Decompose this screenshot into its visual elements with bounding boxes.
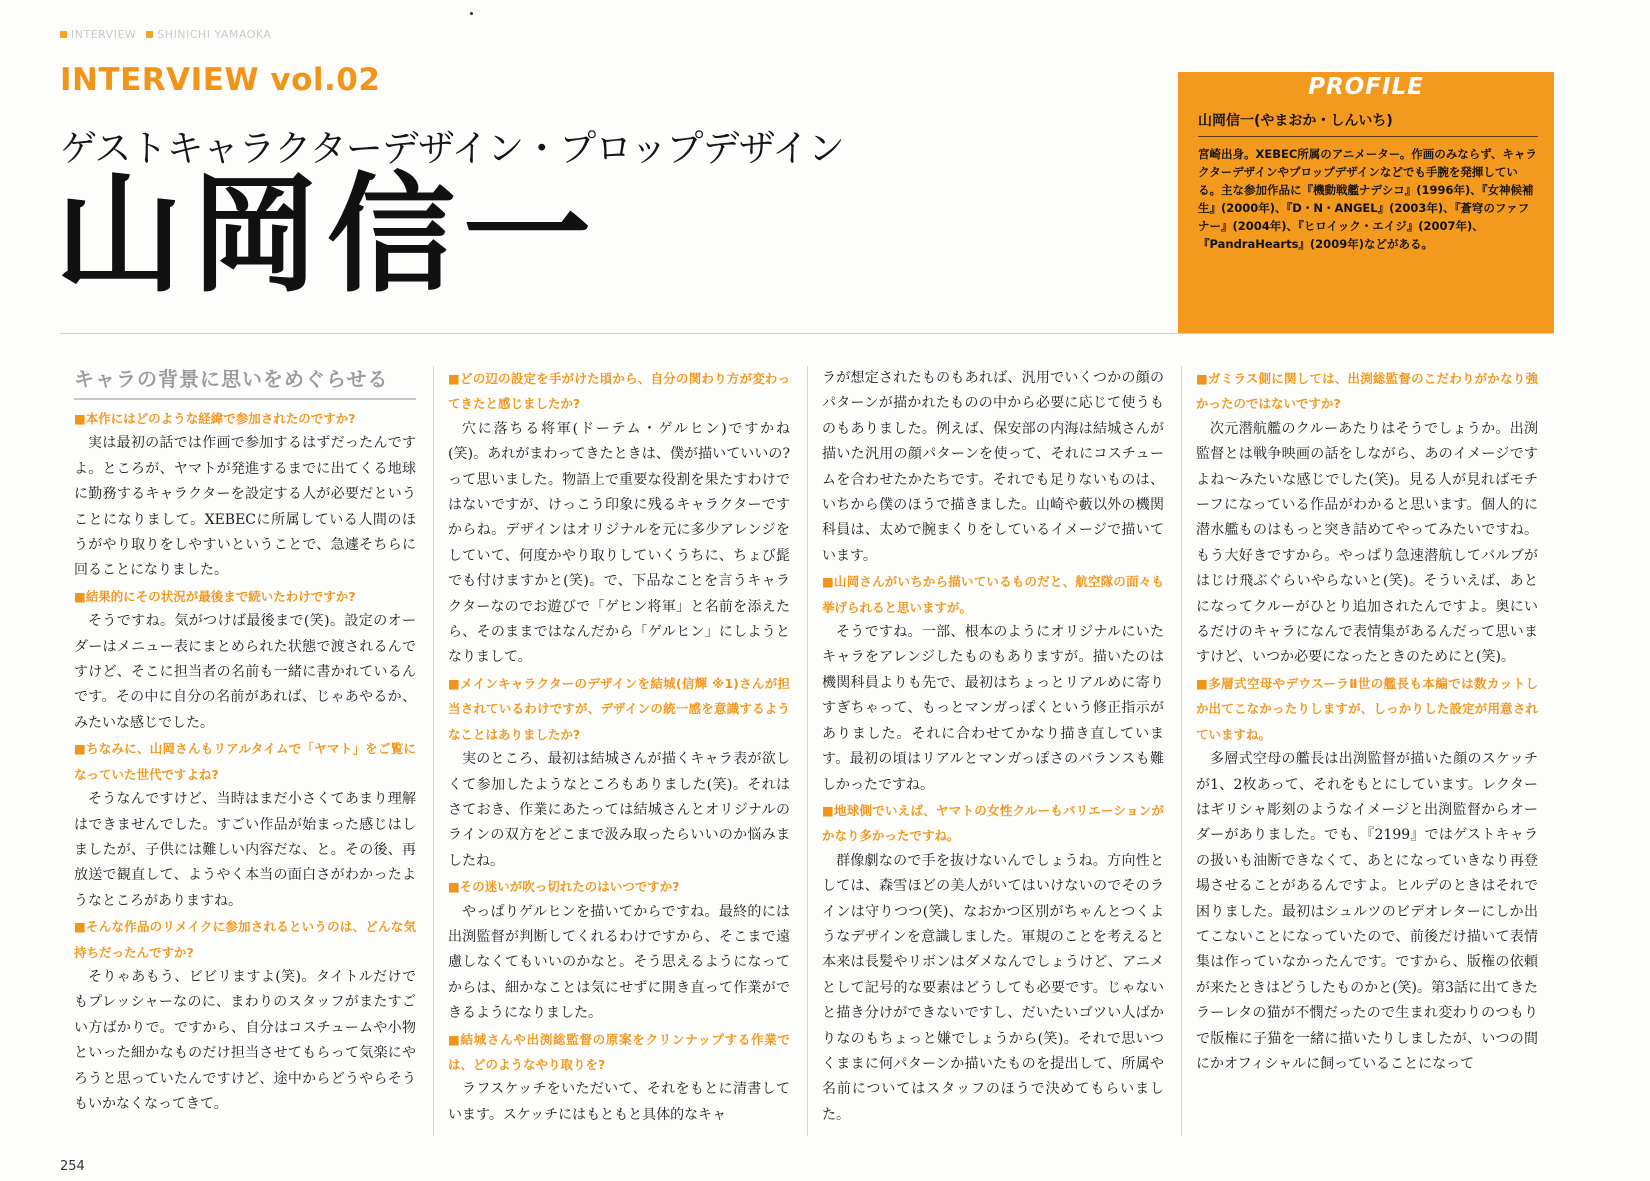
profile-box [1178,72,1554,334]
answer-paragraph: 多層式空母の艦長は出渕監督が描いた顔のスケッチが1、2枚あって、それをもとにしています。レクターはギリシャ彫刻のようなイメージと出渕監督からオーダーがありました。でも、『2199』ではゲストキャラの扱いも油断できなくて、あとになっていきなり再登場させることがあるんですよ。ヒルデのときはそれで困りました。最初はシュルツのビデオレターにしか出てこないことになっていたので、前後だけ描いて表情集は作っていなかったんです。ですから、版権の依頼が来たときはどうしたものかと(笑)。第3話に出てきたラーレタの猫が不憫だったので生まれ変わりのつもりで版権に子猫を一緒に描いたりしましたが、いつの間にかオフィシャルに飼っていることになって [1196,751,1538,1072]
answer-paragraph: 実は最初の話では作画で参加するはずだったんですよ。ところが、ヤマトが発進するまでに出てくる地球に勤務するキャラクターを設定する人が必要だということになりまして。XEBECに所属している人間のほうがやり取りをしやすいということで、急遽そちらに回ることになりました。 [74,435,416,579]
question-heading: ■地球側でいえば、ヤマトの女性クルーもバリエーションがかなり多かったですね。 [822,802,1164,844]
answer-paragraph: やっぱりゲルヒンを描いてからですね。最終的には出渕監督が判断してくれるわけですから、そこまで遠慮しなくてもいいのかなと。そう思えるようになってからは、細かなことは気にせずに開き直って作業ができるようになりました。 [448,903,790,1022]
orange-square-icon [60,31,67,38]
running-head [60,28,271,41]
print-speck [470,12,473,15]
page-number: 254 [60,1159,85,1174]
question-heading: ■結果的にその状況が最後まで続いたわけですか? [74,588,356,604]
question-heading: ■どの辺の設定を手がけた頃から、自分の関わり方が変わってきたと感じましたか? [448,371,790,412]
question-heading: ■多層式空母やデウスーラⅡ世の艦長も本編では数カットしか出てこなかったりしますが、しっかりした設定が用意されていますね。 [1196,675,1538,742]
question-heading: ■ちなみに、山岡さんもリアルタイムで「ヤマト」をご覧になっていた世代ですよね? [74,741,416,782]
running-head-right: SHINICHI YAMAOKA [157,28,272,41]
continued-paragraph: ラが想定されたものもあれば、汎用でいくつかの顔のパターンが描かれたものの中から必要に応じて使うものもありました。例えば、保安部の内海は結城さんが描いた汎用の顔パターンを使って、それにコスチュームを合わせたかたちです。それでも足りないものは、いちから僕のほうで描きました。山崎や藪以外の機関科員は、太めで腕まくりをしているイメージで描いています。 [822,370,1164,564]
answer-paragraph: 群像劇なので手を抜けないんでしょうね。方向性としては、森雪ほどの美人がいてはいけないのでそのラインは守りつつ(笑)、なおかつ区別がちゃんとつくようなデザインを意識しました。軍規のことを考えると本来は長髪やリボンはダメなんでしょうけど、アニメとして記号的な要素はどうしても必要です。じゃないと描き分けができないですし、だいたいゴツい人ばかりなのもちょっと嫌でしょうから(笑)。それで思いつくままに何パターンか描いたものを提出して、所属や名前についてはスタッフのほうで決めてもらいました。 [822,852,1164,1123]
answer-paragraph: 穴に落ちる将軍(ドーテム・ゲルヒン)ですかね(笑)。あれがまわってきたときは、僕が描いていいの?って思いました。物語上で重要な役割を果たすわけではないですが、けっこう印象に残るキャラクターですからね。デザインはオリジナルを元に多少アレンジをしていて、何度かやり取りしていくうちに、ちょび髭でも付けますかと(笑)。で、下品なことを言うキャラクターなのでお遊びで「ゲヒン将軍」と名前を添えたら、そのままではなんだから「ゲルヒン」にしようとなりまして。 [448,420,790,666]
text-column-4 [1196,366,1538,1077]
orange-square-icon [146,31,153,38]
interviewee-name: 山岡信一 [55,160,600,310]
question-heading: ■山岡さんがいちから描いているものだと、航空隊の面々も挙げられると思いますが。 [822,574,1164,615]
header-divider [60,333,1554,334]
role-subtitle: ゲストキャラクターデザイン・プロップデザイン [60,127,844,170]
profile-body: 宮崎出身。XEBEC所属のアニメーター。作画のみならず、キャラクターデザインやプロップデザインなどでも手腕を発揮している。主な参加作品に『機動戦艦ナデシコ』(1996年)、『女神候補生』(2000年)、『D・N・ANGEL』(2003年)、『蒼穹のファフナー』(2004年)、『ヒロイック・エイジ』(2007年)、『PandraHearts』(2009年)などがある。 [1198,147,1537,251]
question-heading: ■メインキャラクターのデザインを結城(信輝 ※1)さんが担当されているわけですが、デザインの統一感を意識するようなことはありましたか? [448,675,790,742]
answer-paragraph: そうですね。気がつけば最後まで(笑)。設定のオーダーはメニュー表にまとめられた状態で渡されるんですけど、そこに担当者の名前も一緒に書かれているんです。その中に自分の名前があれば、じゃあやるか、みたいな感じでした。 [74,613,416,731]
text-column-3 [822,366,1164,1128]
column-divider [433,366,434,1136]
question-heading: ■そんな作品のリメイクに参加されるというのは、どんな気持ちだったんですか? [74,919,416,960]
profile-heading: PROFILE [1308,74,1424,100]
text-column-2 [448,366,790,1128]
text-column-1 [74,366,416,1117]
question-heading: ■本作にはどのような経緯で参加されたのですか? [74,411,356,426]
answer-paragraph: そりゃあもう、ビビリますよ(笑)。タイトルだけでもプレッシャーなのに、まわりのスタッフがまたすごい方ばかりで。ですから、自分はコスチュームや小物といった細かなものだけ担当させてもらって気楽にやろうと思っていたんですけど、途中からどうやらそうもいかなくなってきて。 [74,968,416,1112]
answer-paragraph: そうなんですけど、当時はまだ小さくてあまり理解はできませんでした。すごい作品が始まった感じはしましたが、子供には難しい内容だな、と。その後、再放送で観直して、ようやく本当の面白さがわかったようなところがありますね。 [74,791,416,909]
column-divider [1181,366,1182,1136]
question-heading: ■その迷いが吹っ切れたのはいつですか? [448,879,680,895]
column-divider [807,366,808,1136]
question-heading: ■結城さんや出渕総監督の原案をクリンナップする作業では、どのようなやり取りを? [448,1031,790,1072]
question-heading: ■ガミラス側に関しては、出渕総監督のこだわりがかなり強かったのではないですか? [1196,371,1538,412]
running-head-left: INTERVIEW [71,28,137,41]
volume-label: INTERVIEW vol.02 [60,62,381,98]
profile-name: 山岡信一(やまおか・しんいち) [1198,106,1538,137]
answer-paragraph: 実のところ、最初は結城さんが描くキャラ表が欲しくて参加したようなところもありました(笑)。それはさておき、作業にあたっては結城さんとオリジナルのラインの双方をどこまで汲み取ったらいいのか悩みましたね。 [448,751,790,869]
answer-paragraph: そうですね。一部、根本のようにオリジナルにいたキャラをアレンジしたものもありますが。描いたのは機関科員よりも先で、最初はちょっとリアルめに寄りすぎちゃって、もっとマンガっぽくという修正指示がありました。それに合わせてかなり描き直しています。最初の頃はリアルとマンガっぽさのバランスも難しかったですね。 [822,624,1164,793]
answer-paragraph: ラフスケッチをいただいて、それをもとに清書しています。スケッチにはもともと具体的なキャ [448,1081,790,1123]
answer-paragraph: 次元潜航艦のクルーあたりはそうでしょうか。出渕監督とは戦争映画の話をしながら、あのイメージですよね〜みたいな感じでした(笑)。見る人が見ればモチーフになっている作品がわかると思います。個人的に潜水艦ものはもっと突き詰めてやってみたいですね。もう大好きですから。やっぱり急速潜航してバルブがはじけ飛ぶぐらいやらないと(笑)。そういえば、あとになってクルーがひとり追加されたんですよ。奥にいるだけのキャラになんで表情集があるんだって思いますけど、いつか必要になったときのためにと(笑)。 [1196,420,1538,666]
section-title: キャラの背景に思いをめぐらせる [74,366,416,400]
